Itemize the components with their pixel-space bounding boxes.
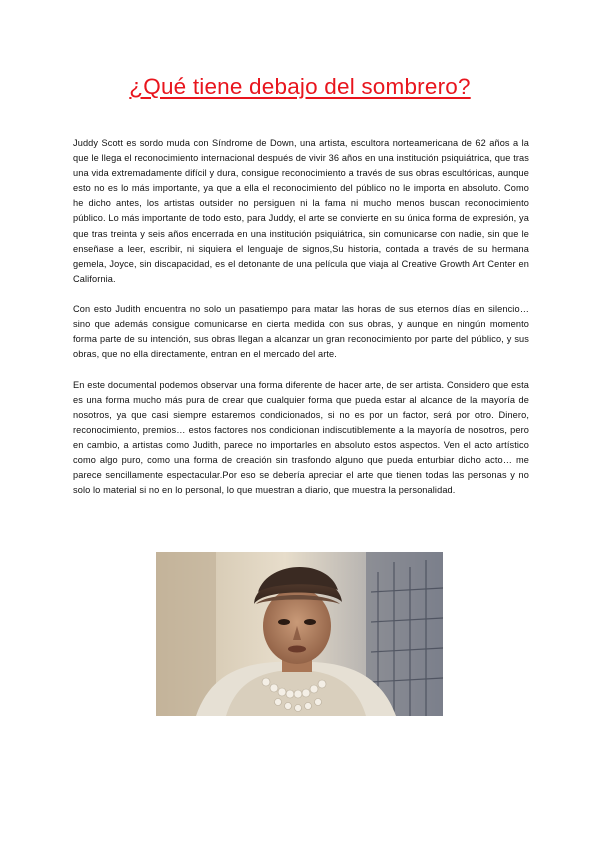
paragraph-1: Juddy Scott es sordo muda con Síndrome de Down, una artista, escultora norteamericana de 62 años a la que le llega el reconocimiento internacional después de vivir 36 años en una institución psiquiátrica, que tras una vida extremadamente difícil y dura, consigue reconocimiento a través de sus obras escultóricas, aunque esto no es lo más importante, ya que a ella el reconocimiento del público no le importa en absoluto. Como he dicho antes, los artistas outsider no persiguen ni la fama ni mucho menos buscan reconocimiento público. Lo más importante de todo esto, para Juddy, el arte se convierte en su única forma de expresión, ya que tras treinta y seis años encerrada en una institución psiquiátrica, sin comunicarse con nadie, sin que le enseñase a leer, escribir, ni siquiera el lenguaje de signos,Su historia, contada a través de su hermana gemela, Joyce, sin discapacidad, es el detonante de una película que viaja al Creative Growth Art Center en California.: [73, 138, 529, 284]
paragraph-2: Con esto Judith encuentra no solo un pasatiempo para matar las horas de sus eternos días en silencio… sino que además consigue comunicarse en cierta medida con sus obras, y aunque en ningún momento forma parte de su intención, sus obras llegan a alcanzar un gran reconocimiento por parte del público, y sus obras, que no ella directamente, entran en el mercado del arte.: [73, 304, 529, 360]
document-body: [73, 136, 529, 513]
document-title: ¿Qué tiene debajo del sombrero?: [129, 74, 471, 99]
paragraph-3: En este documental podemos observar una forma diferente de hacer arte, de ser artista. Considero que esta es una forma mucho más pura de crear que cualquier forma que pueda estar al alcance de la mayoría de nosotros, ya que casi siempre estaremos condicionados, si no es por un factor, será por otro. Dinero, reconocimiento, premios… estos factores nos condicionan indiscutiblemente a la mayoría de nosotros, pero en cambio, a artistas como Judith, parece no importarles en absoluto estos aspectos. Ven el acto artístico como algo puro, como una forma de creación sin trasfondo alguno que pueda enturbiar dicho acto… me parece sencillamente espectacular.Por eso se debería apreciar el arte que tienen todas las personas y no solo lo material si no en lo personal, lo que muestran a diario, que muestra la personalidad.: [73, 379, 529, 496]
portrait-photo: [156, 552, 443, 716]
